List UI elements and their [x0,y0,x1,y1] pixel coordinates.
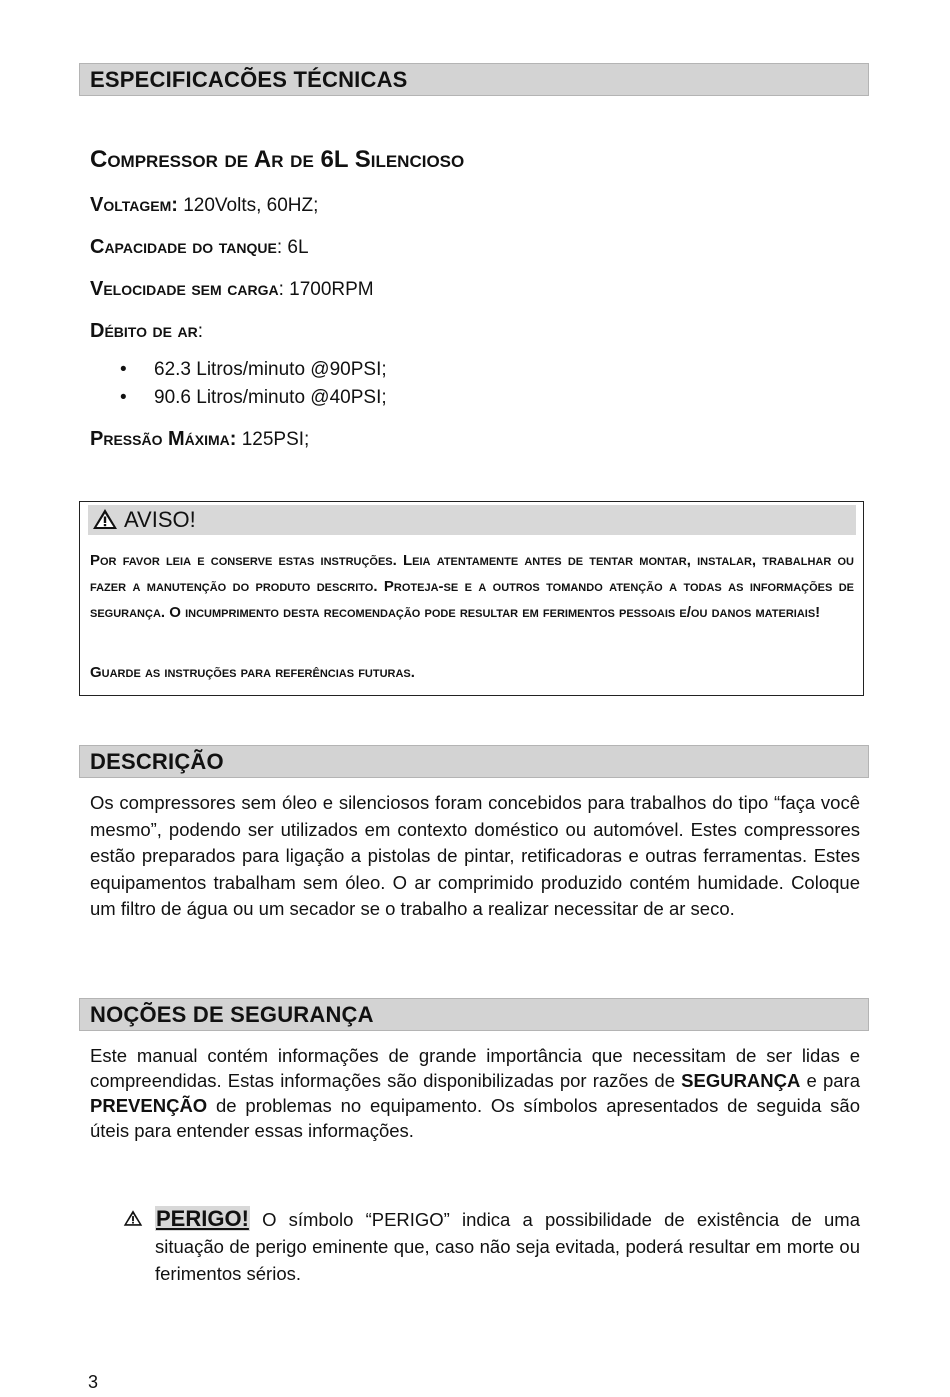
bullet-icon: • [120,387,127,408]
section-heading-description: DESCRIÇÃO [79,745,869,778]
danger-description: O símbolo “PERIGO” indica a possibilidade de existência de uma situação de perigo eminente que, caso não seja evitada, poderá resultar em morte ou ferimentos sérios. [155,1209,860,1284]
spec-speed-label: Velocidade sem carga [90,278,279,300]
safety-text-3: de problemas no equipamento. Os símbolos apresentados de seguida são úteis para entender essas informações. [90,1095,860,1141]
spec-voltage [90,193,318,218]
spec-voltage-label: Voltagem: [90,194,178,216]
safety-bold-2: PREVENÇÃO [90,1095,208,1116]
warning-title: AVISO! [124,507,196,532]
warning-triangle-icon [123,1209,143,1227]
spec-pressure-value: 125PSI; [236,429,310,450]
flow-item-1: 62.3 Litros/minuto @90PSI; [154,359,387,380]
list-item [120,386,387,410]
warning-header [88,505,856,535]
warning-triangle-icon [92,508,118,530]
warning-body: Por favor leia e conserve estas instruções. Leia atentamente antes de tentar montar, instalar, trabalhar ou fazer a manutenção do produto descrito. Proteja-se e a outros tomando atenção a todas as informações de segurança. O incumprimento desta recomendação pode resultar em ferimentos pessoais e/ou danos materiais! [90,552,854,621]
spec-voltage-value: 120Volts, 60HZ; [177,195,319,216]
product-title: Compressor de Ar de 6L Silencioso [90,146,465,173]
safety-bold-1: SEGURANÇA [681,1070,801,1091]
safety-text-1: Este manual contém informações de grande importância que necessitam de ser lidas e compreendidas. Estas informações são disponibilizadas por razões de [90,1045,860,1091]
spec-speed [90,277,374,302]
spec-tank [90,235,309,260]
warning-box [79,501,864,696]
page-number: 3 [88,1372,99,1392]
spec-flow-label: Débito de ar [90,320,198,342]
bullet-icon: • [120,359,127,380]
danger-label: PERIGO! [156,1206,249,1231]
spec-pressure-label: Pressão Máxima: [90,428,237,450]
list-item [120,358,387,382]
safety-text-2: e para [800,1070,860,1091]
section-heading-specs: ESPECIFICACÕES TÉCNICAS [79,63,869,96]
safety-text [90,1043,860,1143]
section-heading-safety: NOÇÕES DE SEGURANÇA [79,998,869,1031]
spec-speed-value: : 1700RPM [278,279,374,300]
spec-tank-label: Capacidade do tanque [90,236,277,258]
spec-tank-value: : 6L [276,237,309,258]
spec-pressure [90,427,309,452]
spec-flow-suffix: : [197,321,204,342]
warning-footer: Guarde as instruções para referências futuras. [90,664,415,681]
flow-item-2: 90.6 Litros/minuto @40PSI; [154,387,387,408]
spec-flow [90,319,203,344]
danger-text [155,1205,860,1287]
description-text: Os compressores sem óleo e silenciosos foram concebidos para trabalhos do tipo “faça você mesmo”, podendo ser utilizados em contexto doméstico ou automóvel. Estes compressores estão preparados para ligação a pistolas de pintar, retificadoras e outras ferramentas. Estes equipamentos trabalham sem óleo. O ar comprimido produzido contém humidade. Coloque um filtro de água ou um secador se o trabalho a realizar necessitar de ar seco. [90,792,860,920]
